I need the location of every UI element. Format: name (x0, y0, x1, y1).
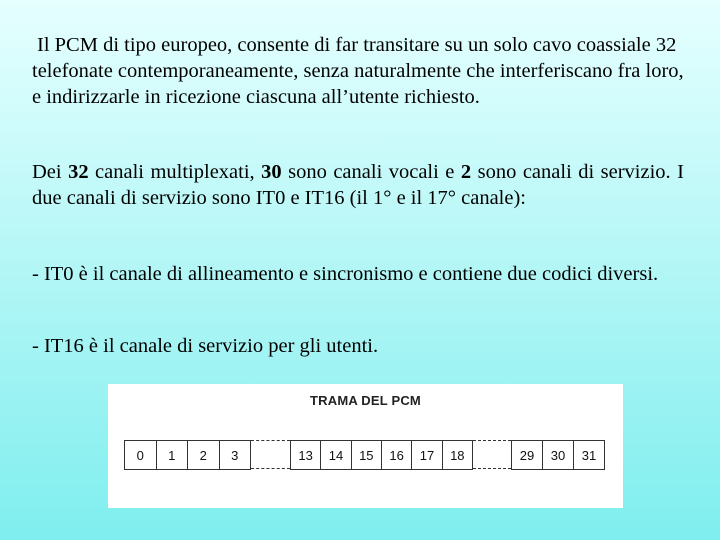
frame-slot: 18 (450, 447, 465, 463)
frame-slot: 13 (291, 441, 321, 469)
paragraph-it16-text: - IT16 è il canale di servizio per gli utenti. (32, 335, 379, 357)
frame-slot: 15 (352, 441, 382, 469)
frame-slots-group-c (511, 440, 605, 470)
frame-slot: 2 (188, 441, 220, 469)
p2-count-total: 32 (68, 161, 89, 183)
frame-slot: 3 (231, 447, 239, 463)
p2-text-e: sono canali vocali e (281, 161, 461, 183)
frame-gap-bottom-1 (251, 468, 290, 469)
paragraph-intro (32, 32, 684, 110)
frame-slot: 14 (321, 441, 351, 469)
frame-slots-group-b (290, 440, 473, 470)
frame-slot: 1 (157, 441, 189, 469)
paragraph-channels (32, 159, 684, 211)
frame-gap-top-1 (251, 440, 290, 441)
paragraph-intro-text: Il PCM di tipo europeo, consente di far transitare su un solo cavo coassiale 32 telefonate contemporaneamente, senza naturalmente che interferiscano fra loro, e indirizzarle in ricezione ciascuna all’utente richiesto. (32, 34, 684, 108)
paragraph-it0-text: - IT0 è il canale di allineamento e sincronismo e contiene due codici diversi. (32, 263, 659, 285)
frame-slot: 31 (581, 447, 597, 463)
frame-gap-bottom-2 (473, 468, 511, 469)
figure-title: TRAMA DEL PCM (310, 393, 421, 408)
p2-text-a: Dei (32, 161, 69, 183)
frame-slot: 0 (125, 441, 157, 469)
frame-slot: 17 (412, 441, 442, 469)
frame-gap-top-2 (473, 440, 511, 441)
p2-count-service: 2 (460, 161, 472, 183)
paragraph-it0 (32, 261, 684, 287)
frame-slot: 30 (543, 441, 574, 469)
p2-count-voice: 30 (261, 161, 282, 183)
pcm-frame-figure (108, 384, 623, 508)
paragraph-it16 (32, 333, 684, 359)
frame-slot: 16 (382, 441, 412, 469)
frame-slot: 29 (512, 441, 543, 469)
p2-text-g: sono canali di servizio. I due canali di servizio sono IT0 e IT16 (il 1° e il 17° canale): (32, 161, 684, 209)
frame-slots-group-a (124, 440, 251, 470)
p2-text-c: canali multiplexati, (88, 161, 262, 183)
